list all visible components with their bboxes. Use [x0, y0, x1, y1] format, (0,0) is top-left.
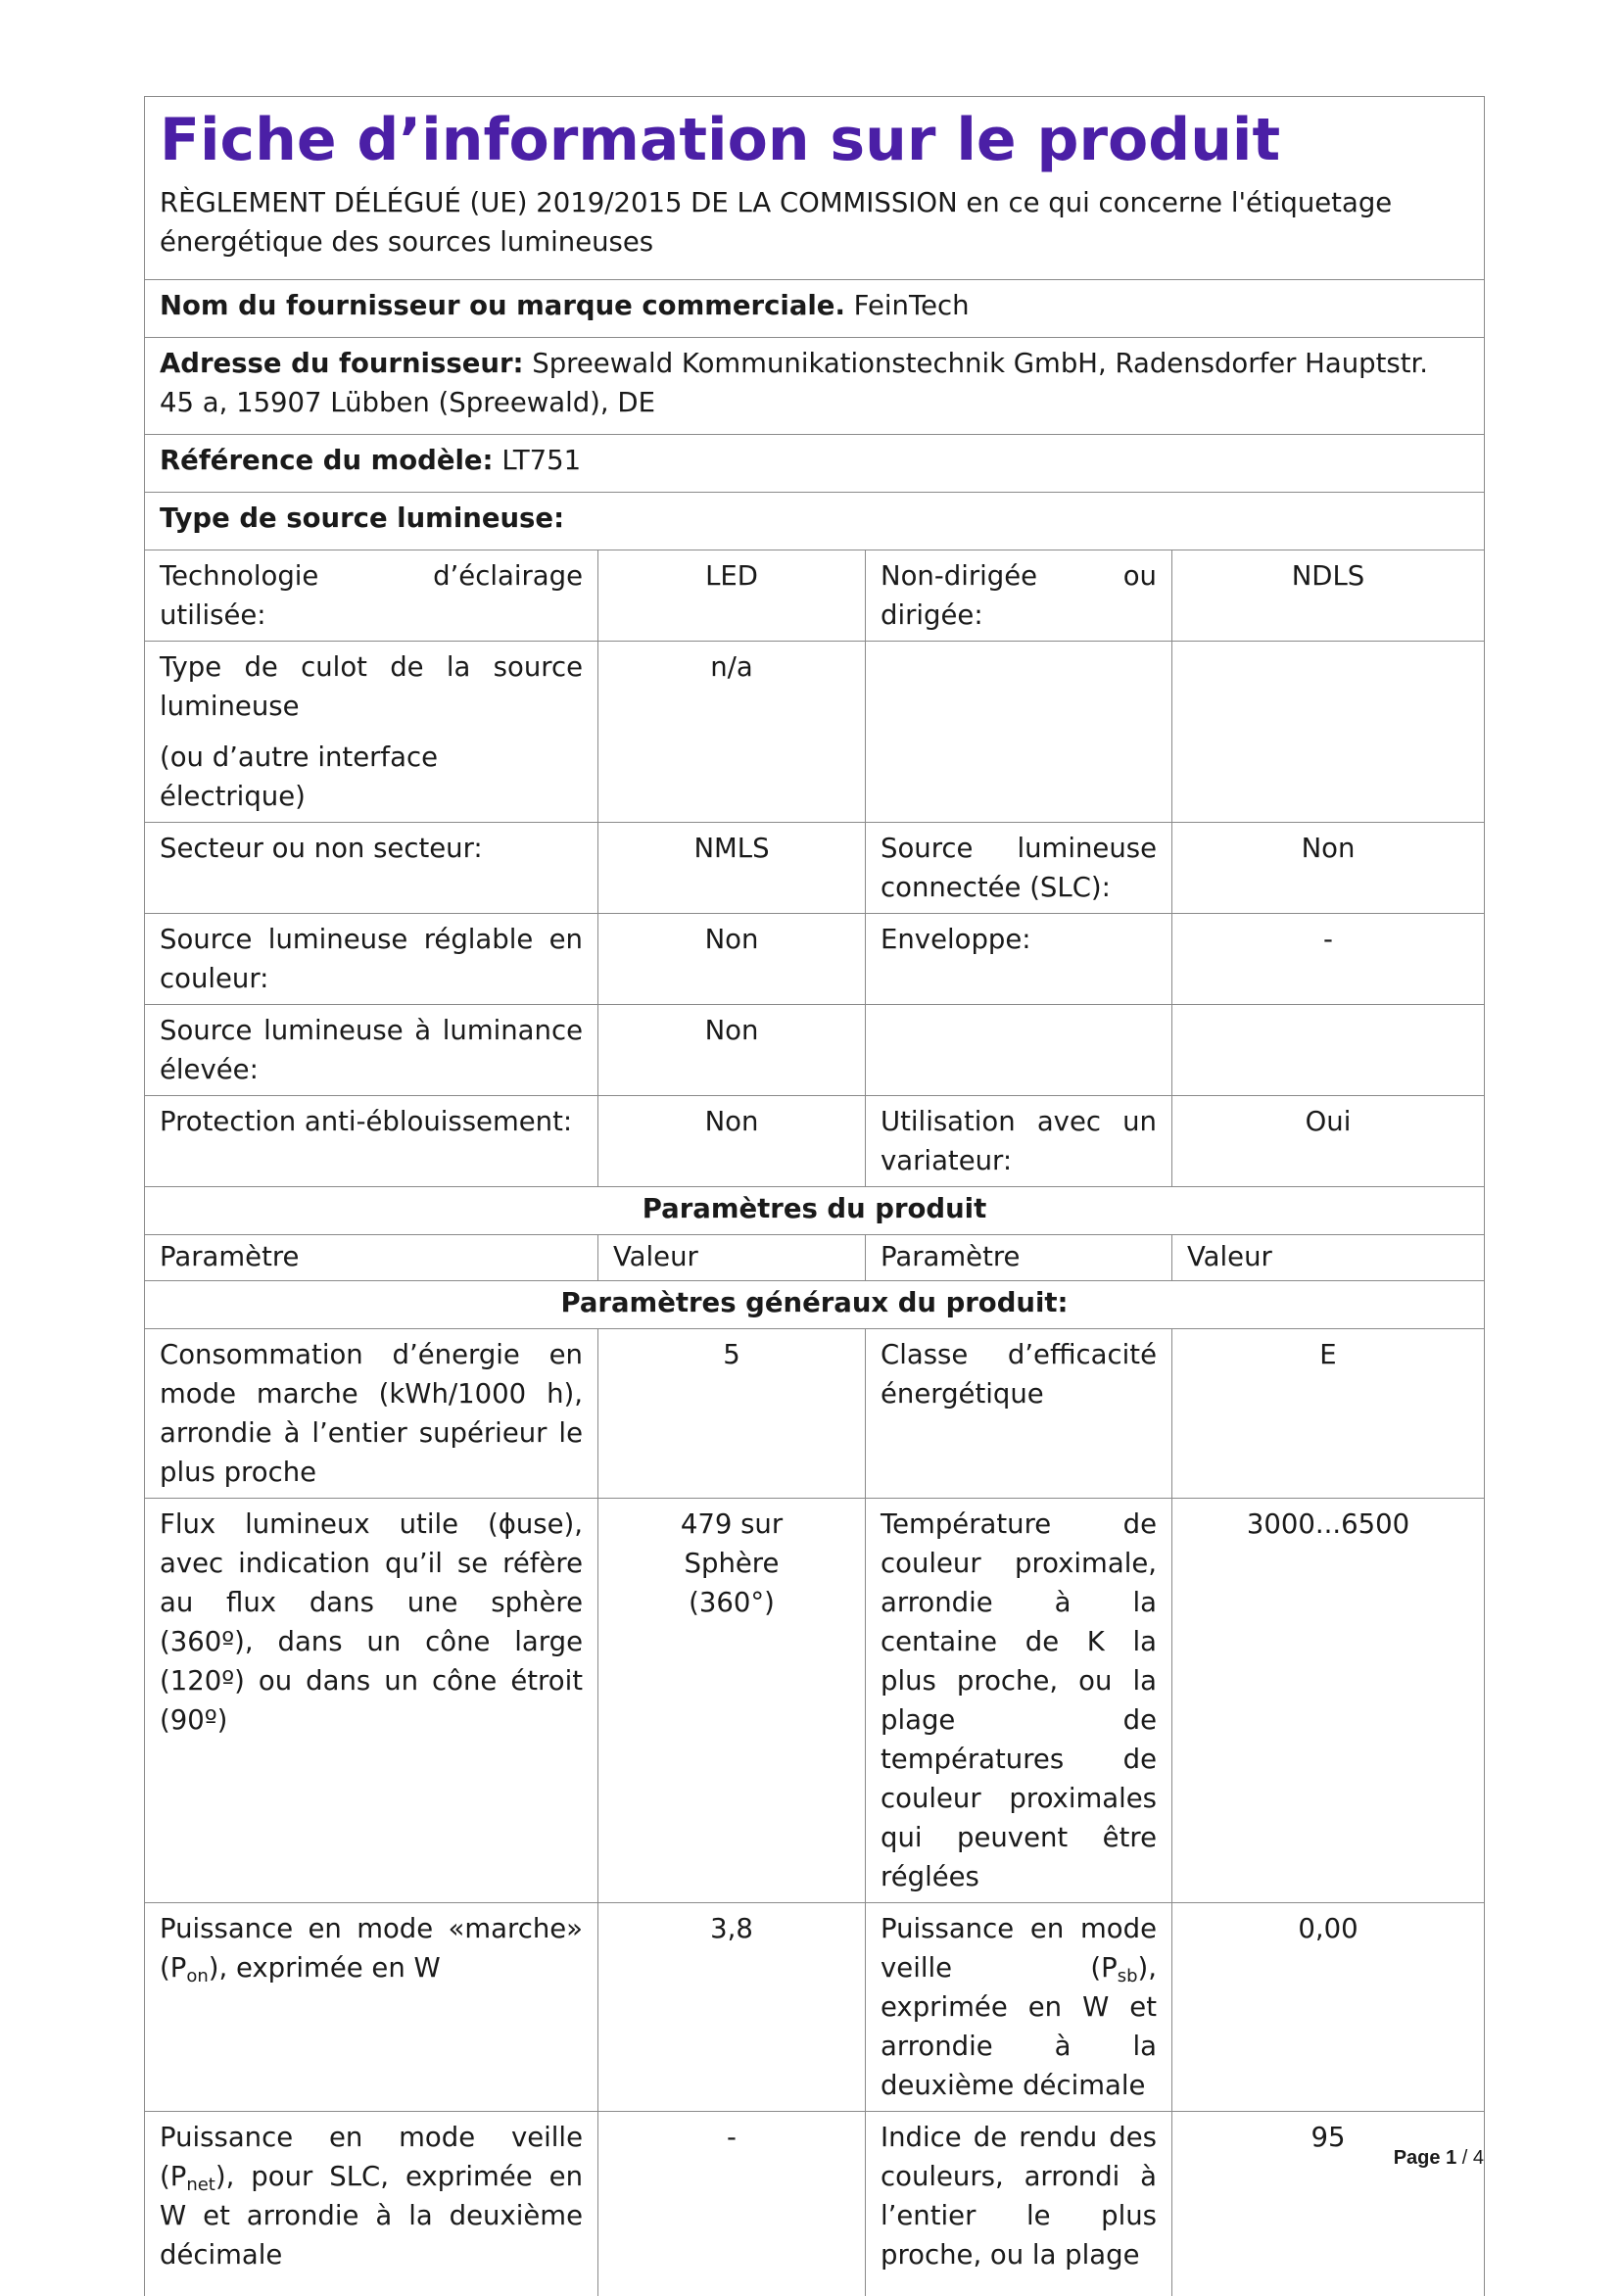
- param-value: 3000...6500: [1172, 1499, 1485, 1903]
- source-type-heading-row: [145, 493, 1485, 550]
- param-label: Non-dirigée ou dirigée:: [866, 550, 1172, 642]
- general-row: [145, 1903, 1485, 2112]
- param-label: Puissance en mode veille $(P_{net})$, pour SLC, exprimée en W et arrondie à la deuxième décimale: [145, 2112, 598, 2296]
- param-label: Source lumineuse connectée (SLC):: [866, 823, 1172, 914]
- header-row: [145, 97, 1485, 280]
- type-row: [145, 914, 1485, 1005]
- page-separator: /: [1461, 2147, 1468, 2169]
- model-reference-value: LT751: [501, 445, 582, 476]
- param-label: [145, 642, 598, 823]
- column-header-row: [145, 1235, 1485, 1281]
- supplier-address-row: [145, 338, 1485, 435]
- param-value: Non: [1172, 823, 1485, 914]
- param-value: 95: [1172, 2112, 1485, 2296]
- source-type-heading: Type de source lumineuse:: [145, 493, 1485, 550]
- param-value: 479 sur Sphère (360°): [598, 1499, 866, 1903]
- param-label: Flux lumineux utile (ɸuse), avec indication qu’il se réfère au flux dans une sphère (360º), dans un cône large (120º) ou dans un cône étroit (90º): [145, 1499, 598, 1903]
- param-value: Non: [598, 914, 866, 1005]
- param-value: 5: [598, 1329, 866, 1499]
- param-label: Protection anti-éblouissement:: [145, 1096, 598, 1187]
- regulation-text: RÈGLEMENT DÉLÉGUÉ (UE) 2019/2015 DE LA COMMISSION en ce qui concerne l'étiquetage énergétique des sources lumineuses: [160, 187, 1393, 258]
- param-label: Secteur ou non secteur:: [145, 823, 598, 914]
- column-header: Paramètre: [145, 1235, 598, 1281]
- param-label: Consommation d’énergie en mode marche (kWh/1000 h), arrondie à l’entier supérieur le plus proche: [145, 1329, 598, 1499]
- general-params-heading: Paramètres généraux du produit:: [145, 1281, 1485, 1329]
- type-row: [145, 823, 1485, 914]
- supplier-name-label: Nom du fournisseur ou marque commerciale.: [160, 290, 845, 321]
- param-value: LED: [598, 550, 866, 642]
- param-value: [1172, 1005, 1485, 1096]
- column-header: Valeur: [598, 1235, 866, 1281]
- param-label: [866, 642, 1172, 823]
- product-params-heading-row: [145, 1187, 1485, 1235]
- param-label: Technologie d’éclairage utilisée:: [145, 550, 598, 642]
- document-title: Fiche d’information sur le produit: [160, 106, 1281, 174]
- param-value: Non: [598, 1005, 866, 1096]
- type-row: [145, 642, 1485, 823]
- param-value: NMLS: [598, 823, 866, 914]
- page-footer: [1394, 2147, 1484, 2170]
- param-value: Oui: [1172, 1096, 1485, 1187]
- supplier-name-value: FeinTech: [853, 290, 970, 321]
- param-label: Utilisation avec un variateur:: [866, 1096, 1172, 1187]
- general-params-heading-row: [145, 1281, 1485, 1329]
- supplier-name-row: [145, 280, 1485, 338]
- param-value: [1172, 642, 1485, 823]
- param-value: E: [1172, 1329, 1485, 1499]
- general-row: [145, 2112, 1485, 2296]
- param-value: Non: [598, 1096, 866, 1187]
- cap-type-note: (ou d’autre interface électrique): [160, 741, 438, 812]
- param-label: Source lumineuse à luminance élevée:: [145, 1005, 598, 1096]
- page-label: Page: [1393, 2147, 1441, 2169]
- column-header: Valeur: [1172, 1235, 1485, 1281]
- param-value: NDLS: [1172, 550, 1485, 642]
- param-value: 0,00: [1172, 1903, 1485, 2112]
- param-label: Température de couleur proximale, arrondie à la centaine de K la plus proche, ou la plage de températures de couleur proximales qui peuvent être réglées: [866, 1499, 1172, 1903]
- type-row: [145, 550, 1485, 642]
- general-row: [145, 1499, 1485, 1903]
- param-label: Puissance en mode veille $(P_{sb})$, exprimée en W et arrondie à la deuxième décimale: [866, 1903, 1172, 2112]
- info-table: [144, 96, 1485, 2296]
- param-label: Indice de rendu des couleurs, arrondi à l’entier le plus proche, ou la plage: [866, 2112, 1172, 2296]
- param-value: 3,8: [598, 1903, 866, 2112]
- general-row: [145, 1329, 1485, 1499]
- param-value: n/a: [598, 642, 866, 823]
- param-label: [866, 1005, 1172, 1096]
- cap-type-label: Type de culot de la source lumineuse: [160, 651, 583, 722]
- param-label: Classe d’efficacité énergétique: [866, 1329, 1172, 1499]
- type-row: [145, 1096, 1485, 1187]
- model-reference-row: [145, 435, 1485, 493]
- supplier-address-label: Adresse du fournisseur:: [160, 348, 524, 379]
- page-number: 1: [1446, 2147, 1457, 2169]
- param-value: -: [1172, 914, 1485, 1005]
- page-total: 4: [1472, 2147, 1484, 2169]
- type-row: [145, 1005, 1485, 1096]
- param-value: -: [598, 2112, 866, 2296]
- model-reference-label: Référence du modèle:: [160, 445, 494, 476]
- param-label: Puissance en mode «marche» $(P_{on})$, exprimée en W: [145, 1903, 598, 2112]
- param-label: Enveloppe:: [866, 914, 1172, 1005]
- param-label: Source lumineuse réglable en couleur:: [145, 914, 598, 1005]
- supplier-address-value: Spreewald Kommunikationstechnik GmbH, Radensdorfer Hauptstr. 45 a, 15907 Lübben (Spreewald), DE: [160, 348, 1429, 418]
- product-params-heading: Paramètres du produit: [145, 1187, 1485, 1235]
- product-information-sheet: [144, 96, 1484, 2296]
- column-header: Paramètre: [866, 1235, 1172, 1281]
